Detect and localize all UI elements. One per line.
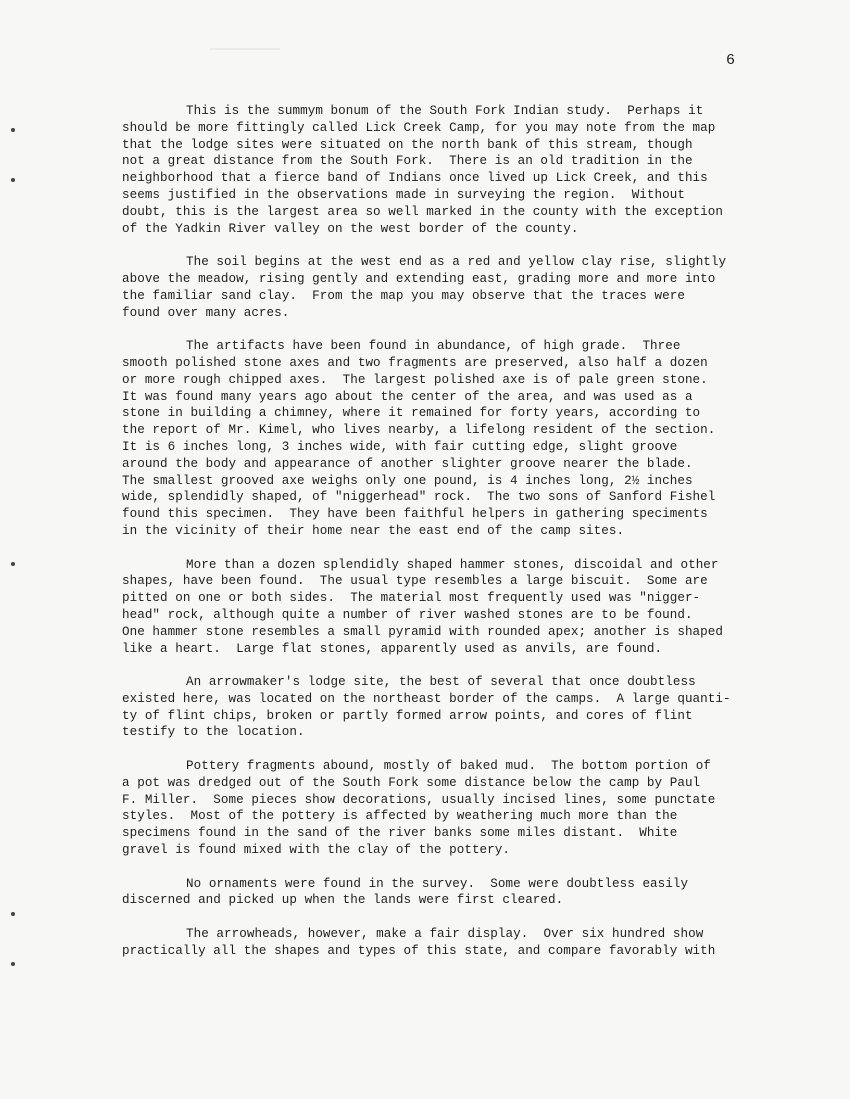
- text-line: ty of flint chips, broken or partly formed arrow points, and cores of flint: [122, 708, 693, 723]
- text-line: The artifacts have been found in abundance, of high grade. Three: [186, 339, 681, 354]
- text-line: existed here, was located on the northeast border of the camps. A large quanti-: [122, 691, 731, 706]
- margin-mark: [11, 962, 15, 966]
- text-line: smooth polished stone axes and two fragments are preserved, also half a dozen: [122, 355, 708, 370]
- text-line: specimens found in the sand of the river banks some miles distant. White: [122, 826, 678, 841]
- text-line: The soil begins at the west end as a red and yellow clay rise, slightly: [186, 255, 727, 270]
- scan-smudge: [210, 48, 280, 50]
- margin-mark: [11, 178, 15, 182]
- text-line: gravel is found mixed with the clay of the pottery.: [122, 843, 510, 858]
- text-line: pitted on one or both sides. The material most frequently used was "nigger-: [122, 591, 701, 606]
- text-line: not a great distance from the South Fork. There is an old tradition in the: [122, 154, 693, 169]
- text-line: Pottery fragments abound, mostly of baked mud. The bottom portion of: [186, 759, 711, 774]
- text-line: shapes, have been found. The usual type resembles a large biscuit. Some are: [122, 574, 708, 589]
- text-line: F. Miller. Some pieces show decorations, usually incised lines, some punctate: [122, 792, 716, 807]
- paragraph: [122, 876, 802, 910]
- margin-mark: [11, 128, 15, 132]
- text-line: doubt, this is the largest area so well marked in the county with the exception: [122, 204, 723, 219]
- text-line: It was found many years ago about the center of the area, and was used as a: [122, 389, 693, 404]
- text-line: styles. Most of the pottery is affected by weathering much more than the: [122, 809, 678, 824]
- paragraph: [122, 338, 802, 540]
- text-line: above the meadow, rising gently and extending east, grading more and more into: [122, 271, 716, 286]
- text-line: around the body and appearance of another slighter groove nearer the blade.: [122, 456, 693, 471]
- body-text: [122, 103, 802, 976]
- text-line: head" rock, although quite a number of river washed stones are to be found.: [122, 607, 693, 622]
- text-line: a pot was dredged out of the South Fork some distance below the camp by Paul: [122, 775, 701, 790]
- text-line: This is the summym bonum of the South Fork Indian study. Perhaps it: [186, 104, 704, 118]
- margin-mark: [11, 562, 15, 566]
- text-line: neighborhood that a fierce band of Indians once lived up Lick Creek, and this: [122, 171, 708, 186]
- text-line: should be more fittingly called Lick Creek Camp, for you may note from the map: [122, 120, 716, 135]
- paragraph: [122, 758, 802, 859]
- paragraph: [122, 926, 802, 960]
- margin-mark: [11, 912, 15, 916]
- text-line: The smallest grooved axe weighs only one pound, is 4 inches long, 2½ inches: [122, 473, 693, 488]
- text-line: found over many acres.: [122, 305, 290, 320]
- text-line: It is 6 inches long, 3 inches wide, with fair cutting edge, slight groove: [122, 439, 678, 454]
- text-line: like a heart. Large flat stones, apparently used as anvils, are found.: [122, 641, 663, 656]
- paragraph: [122, 557, 802, 658]
- page-number: 6: [726, 52, 736, 69]
- text-line: of the Yadkin River valley on the west border of the county.: [122, 221, 579, 236]
- text-line: in the vicinity of their home near the east end of the camp sites.: [122, 523, 625, 538]
- text-line: the familiar sand clay. From the map you may observe that the traces were: [122, 288, 685, 303]
- text-line: More than a dozen splendidly shaped hammer stones, discoidal and other: [186, 557, 719, 572]
- text-line: discerned and picked up when the lands were first cleared.: [122, 893, 564, 908]
- text-line: One hammer stone resembles a small pyramid with rounded apex; another is shaped: [122, 624, 723, 639]
- text-line: found this specimen. They have been faithful helpers in gathering speciments: [122, 507, 708, 522]
- text-line: that the lodge sites were situated on the north bank of this stream, though: [122, 137, 693, 152]
- text-line: stone in building a chimney, where it remained for forty years, according to: [122, 406, 701, 421]
- paragraph: [122, 674, 802, 741]
- text-line: or more rough chipped axes. The largest polished axe is of pale green stone.: [122, 372, 708, 387]
- paragraph: [122, 103, 802, 237]
- text-line: The arrowheads, however, make a fair display. Over six hundred show: [186, 927, 704, 942]
- text-line: No ornaments were found in the survey. Some were doubtless easily: [186, 876, 689, 891]
- text-line: seems justified in the observations made in surveying the region. Without: [122, 187, 685, 202]
- text-line: An arrowmaker's lodge site, the best of several that once doubtless: [186, 675, 696, 690]
- text-line: practically all the shapes and types of this state, and compare favorably with: [122, 943, 716, 958]
- text-line: the report of Mr. Kimel, who lives nearby, a lifelong resident of the section.: [122, 423, 716, 438]
- text-line: wide, splendidly shaped, of "niggerhead" rock. The two sons of Sanford Fishel: [122, 490, 716, 505]
- paragraph: [122, 254, 802, 321]
- text-line: testify to the location.: [122, 725, 305, 740]
